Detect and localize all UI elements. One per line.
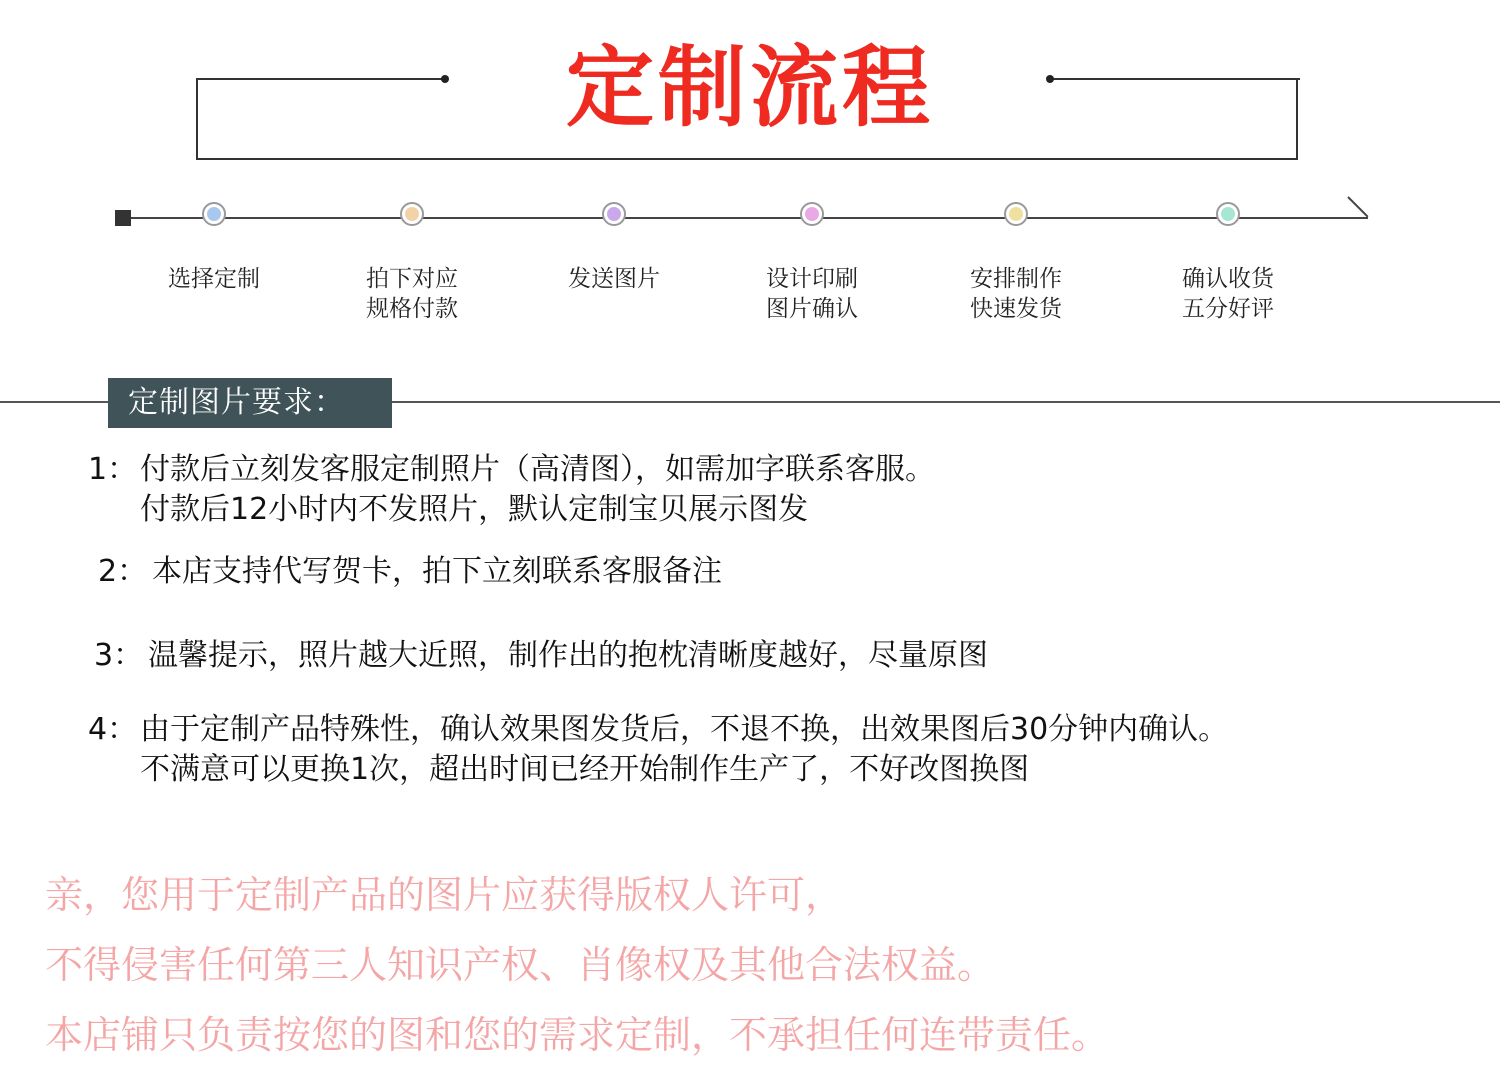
step-label: 选择定制 [168,266,260,292]
title-frame-line-left [196,78,446,80]
step-node [400,202,424,226]
step-label: 设计印刷 图片确认 [766,266,858,322]
step-label: 安排制作 快速发货 [970,266,1062,322]
step-node-dot [405,207,419,221]
step-label: 发送图片 [568,266,660,292]
step-send-photo [534,202,694,294]
requirement-text: 由于定制产品特殊性，确认效果图发货后，不退不换，出效果图后30分钟内确认。 不满意可以更换1次，超出时间已经开始制作生产了，不好改图换图 [140,712,1229,787]
title-frame-dot-right [1046,75,1054,83]
requirement-item [88,710,1478,790]
section-heading: 定制图片要求： [108,378,392,428]
step-node-dot [607,207,621,221]
step-select [134,202,294,294]
step-receive-review [1148,202,1308,324]
requirement-text: 本店支持代写贺卡，拍下立刻联系客服备注 [152,554,722,589]
step-node-dot [1221,207,1235,221]
title-frame-dot-left [441,75,449,83]
step-pay [332,202,492,324]
requirement-number: 3： [94,638,144,673]
disclaimer-line: 亲，您用于定制产品的图片应获得版权人许可， [45,873,844,917]
requirement-item [98,552,1468,592]
step-node-dot [1009,207,1023,221]
title-frame-line-right [1050,78,1300,80]
requirement-item [88,450,1468,530]
step-node-dot [207,207,221,221]
requirement-number: 2： [98,554,148,589]
disclaimer-line: 本店铺只负责按您的图和您的需求定制，不承担任何连带责任。 [45,1013,1110,1057]
requirement-number: 1： [88,452,138,487]
step-production [936,202,1096,324]
requirement-text: 付款后立刻发客服定制照片（高清图），如需加字联系客服。 付款后12小时内不发照片，默认定制宝贝展示图发 [140,452,935,527]
step-node [602,202,626,226]
requirement-item [94,636,1468,676]
step-node-dot [805,207,819,221]
disclaimer-line: 不得侵害任何第三人知识产权、肖像权及其他合法权益。 [45,943,996,987]
step-design-confirm [732,202,892,324]
step-node [1216,202,1240,226]
copyright-disclaimer [45,860,1465,1070]
page-title: 定制流程 [565,36,934,139]
timeline-end-tick [1347,196,1368,217]
step-label: 拍下对应 规格付款 [366,266,458,322]
requirement-text: 温馨提示，照片越大近照，制作出的抱枕清晰度越好，尽量原图 [148,638,988,673]
step-node [202,202,226,226]
process-timeline [0,180,1500,360]
step-node [800,202,824,226]
step-node [1004,202,1028,226]
requirement-number: 4： [88,712,138,747]
timeline-start-marker [115,210,131,226]
step-label: 确认收货 五分好评 [1182,266,1274,322]
